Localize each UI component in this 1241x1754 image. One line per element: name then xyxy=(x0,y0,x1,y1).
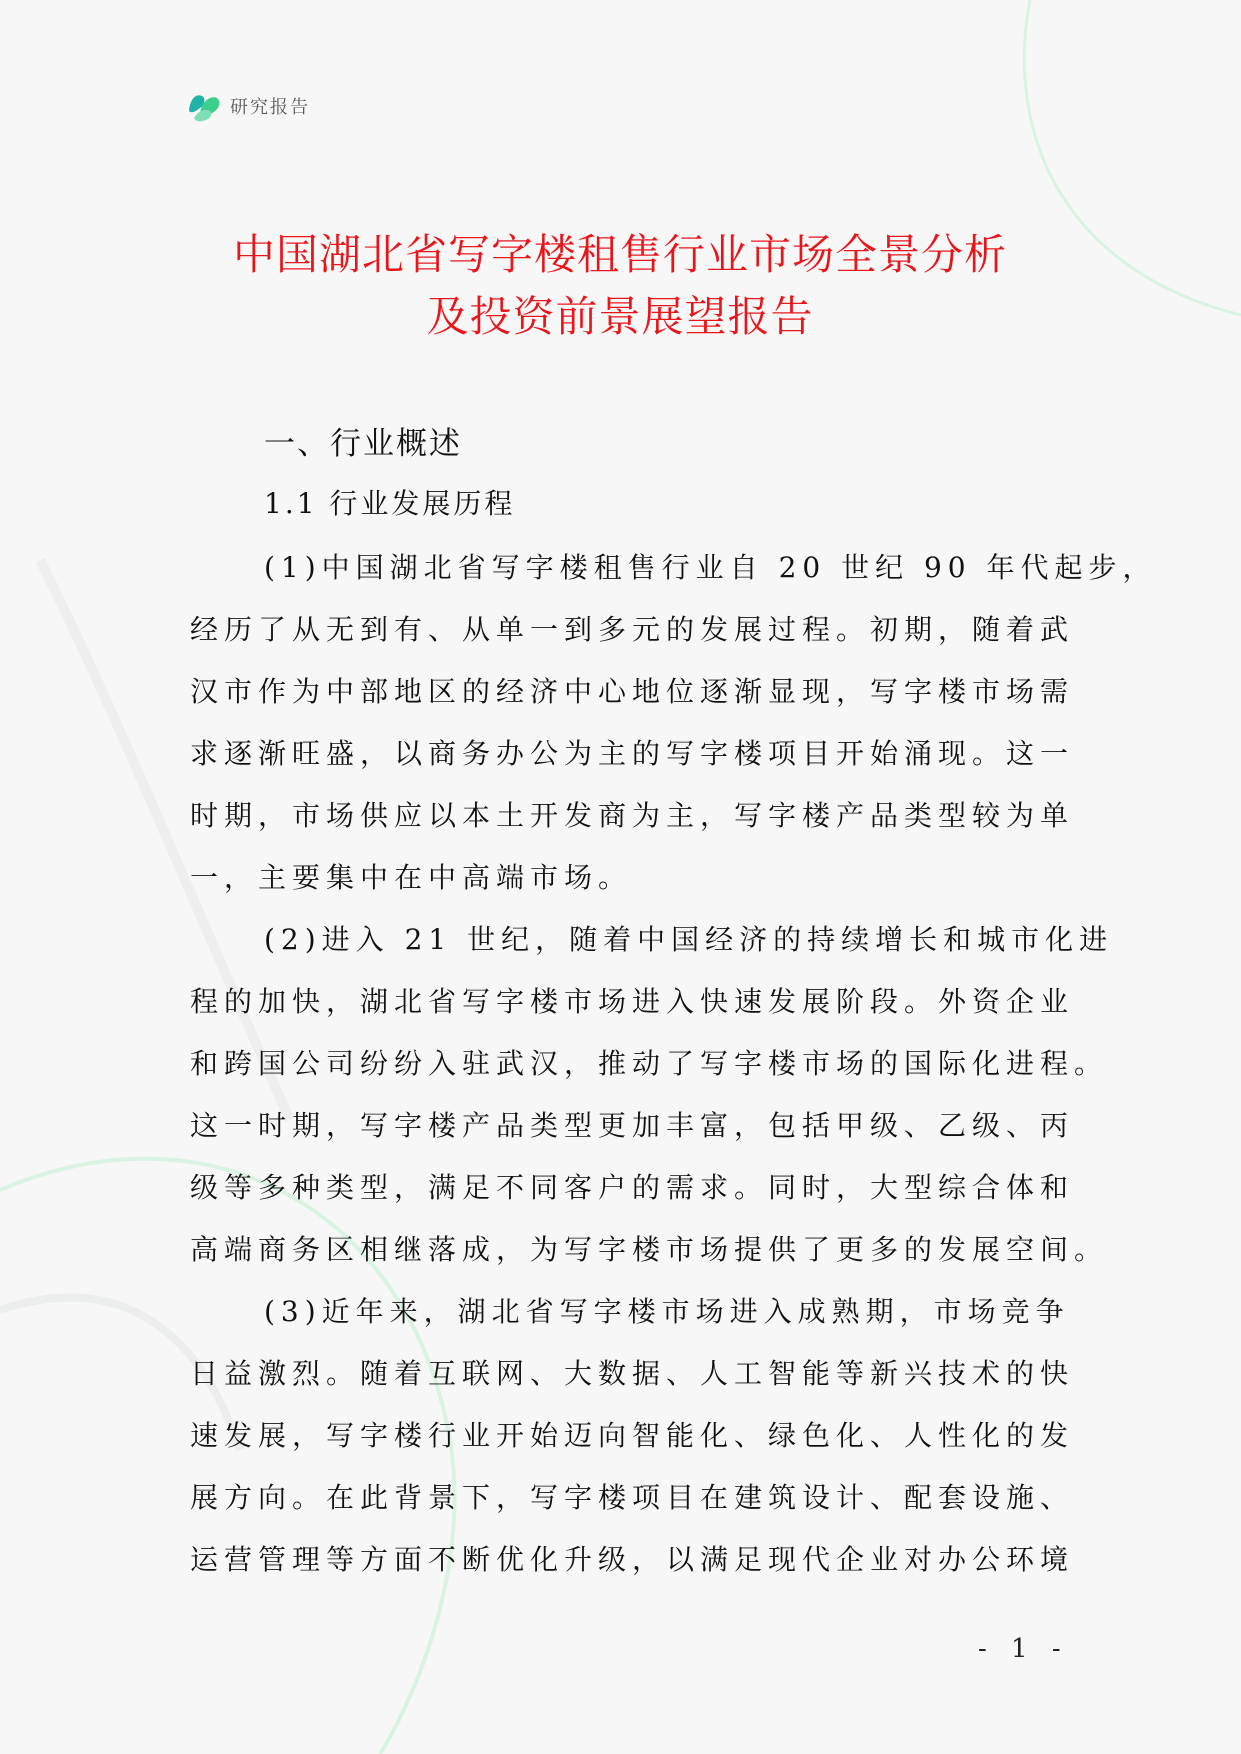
paragraph-1-line: 求逐渐旺盛，以商务办公为主的写字楼项目开始涌现。这一 xyxy=(190,737,1075,770)
paragraph-3-line: 速发展，写字楼行业开始迈向智能化、绿色化、人性化的发 xyxy=(190,1419,1075,1452)
subsection-heading: 1.1 行业发展历程 xyxy=(264,487,516,520)
paragraph-3-line: 展方向。在此背景下，写字楼项目在建筑设计、配套设施、 xyxy=(190,1481,1075,1514)
paragraph-1-line: 汉市作为中部地区的经济中心地位逐渐显现，写字楼市场需 xyxy=(190,675,1075,708)
paragraph-1-line: 一，主要集中在中高端市场。 xyxy=(190,861,633,894)
paragraph-1-line: 经历了从无到有、从单一到多元的发展过程。初期，随着武 xyxy=(190,613,1075,646)
paragraph-2-line: 程的加快，湖北省写字楼市场进入快速发展阶段。外资企业 xyxy=(190,985,1075,1018)
paragraph-2-line: 级等多种类型，满足不同客户的需求。同时，大型综合体和 xyxy=(190,1171,1075,1204)
paragraph-3-line: (3)近年来，湖北省写字楼市场进入成熟期，市场竞争 xyxy=(264,1295,1070,1328)
section-heading: 一、行业概述 xyxy=(264,426,462,462)
paragraph-2-line: 这一时期，写字楼产品类型更加丰富，包括甲级、乙级、丙 xyxy=(190,1109,1075,1142)
paragraph-1-line: 时期，市场供应以本土开发商为主，写字楼产品类型较为单 xyxy=(190,799,1075,832)
paragraph-2-line: (2)进入 21 世纪，随着中国经济的持续增长和城市化进 xyxy=(264,923,1114,956)
document-title-line-1: 中国湖北省写字楼租售行业市场全景分析 xyxy=(232,230,1007,279)
paragraph-2-line: 高端商务区相继落成，为写字楼市场提供了更多的发展空间。 xyxy=(190,1233,1109,1266)
document-title-line-2: 及投资前景展望报告 xyxy=(426,292,814,341)
page-number: - 1 - xyxy=(978,1634,1069,1664)
paragraph-1-line: (1)中国湖北省写字楼租售行业自 20 世纪 90 年代起步， xyxy=(264,551,1157,584)
paragraph-3-line: 运营管理等方面不断优化升级，以满足现代企业对办公环境 xyxy=(190,1543,1075,1576)
paragraph-3-line: 日益激烈。随着互联网、大数据、人工智能等新兴技术的快 xyxy=(190,1357,1075,1390)
paragraph-2-line: 和跨国公司纷纷入驻武汉，推动了写字楼市场的国际化进程。 xyxy=(190,1047,1109,1080)
brand-text: 研究报告 xyxy=(230,97,310,118)
brand-logo-icon xyxy=(186,89,222,123)
brand-header xyxy=(186,88,310,124)
